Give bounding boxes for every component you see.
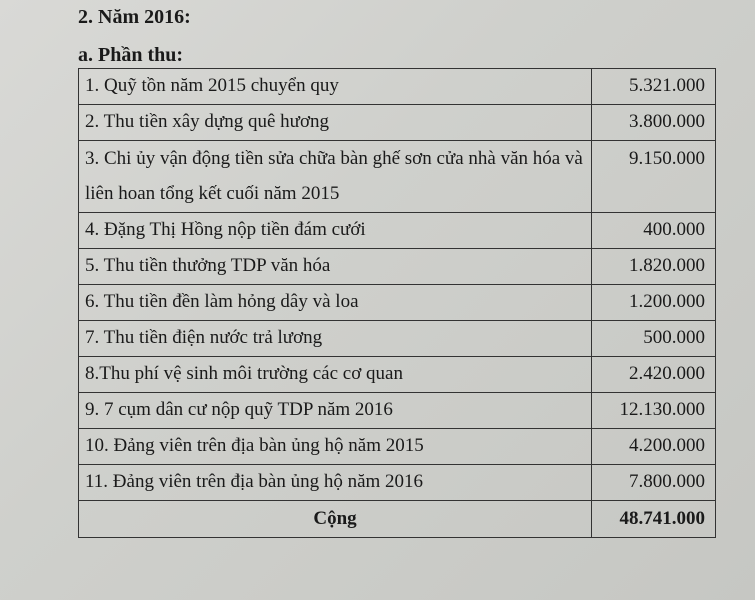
row-amount: 4.200.000: [592, 429, 716, 465]
table-row: [79, 105, 716, 141]
income-table: [78, 68, 716, 538]
row-description: 1. Quỹ tồn năm 2015 chuyển quy: [79, 69, 592, 105]
table-row: [79, 393, 716, 429]
row-description: 6. Thu tiền đền làm hỏng dây và loa: [79, 285, 592, 321]
table-row: [79, 141, 716, 213]
row-description: 9. 7 cụm dân cư nộp quỹ TDP năm 2016: [79, 393, 592, 429]
total-row: [79, 501, 716, 538]
row-description: 11. Đảng viên trên địa bàn ủng hộ năm 2016: [79, 465, 592, 501]
row-description: 5. Thu tiền thưởng TDP văn hóa: [79, 249, 592, 285]
row-amount: 7.800.000: [592, 465, 716, 501]
row-amount: 3.800.000: [592, 105, 716, 141]
row-amount: 5.321.000: [592, 69, 716, 105]
section-heading: 2. Năm 2016:: [78, 6, 191, 28]
table-row: [79, 465, 716, 501]
total-label: Cộng: [79, 501, 592, 538]
table-row: [79, 357, 716, 393]
row-description: 4. Đặng Thị Hồng nộp tiền đám cưới: [79, 213, 592, 249]
row-amount: 400.000: [592, 213, 716, 249]
row-amount: 12.130.000: [592, 393, 716, 429]
table-row: [79, 321, 716, 357]
row-amount: 500.000: [592, 321, 716, 357]
row-description: 8.Thu phí vệ sinh môi trường các cơ quan: [79, 357, 592, 393]
table-row: [79, 429, 716, 465]
total-amount: 48.741.000: [592, 501, 716, 538]
row-description: 3. Chi ủy vận động tiền sửa chữa bàn ghế sơn cửa nhà văn hóa và liên hoan tổng kết cuối năm 2015: [79, 141, 592, 213]
table-row: [79, 69, 716, 105]
row-amount: 1.820.000: [592, 249, 716, 285]
section-subheading: a. Phần thu:: [78, 44, 184, 66]
row-amount: 1.200.000: [592, 285, 716, 321]
row-amount: 2.420.000: [592, 357, 716, 393]
row-description: 10. Đảng viên trên địa bàn ủng hộ năm 2015: [79, 429, 592, 465]
row-description: 2. Thu tiền xây dựng quê hương: [79, 105, 592, 141]
table-row: [79, 285, 716, 321]
table-row: [79, 249, 716, 285]
table-row: [79, 213, 716, 249]
row-description: 7. Thu tiền điện nước trả lương: [79, 321, 592, 357]
row-amount: 9.150.000: [592, 141, 716, 213]
